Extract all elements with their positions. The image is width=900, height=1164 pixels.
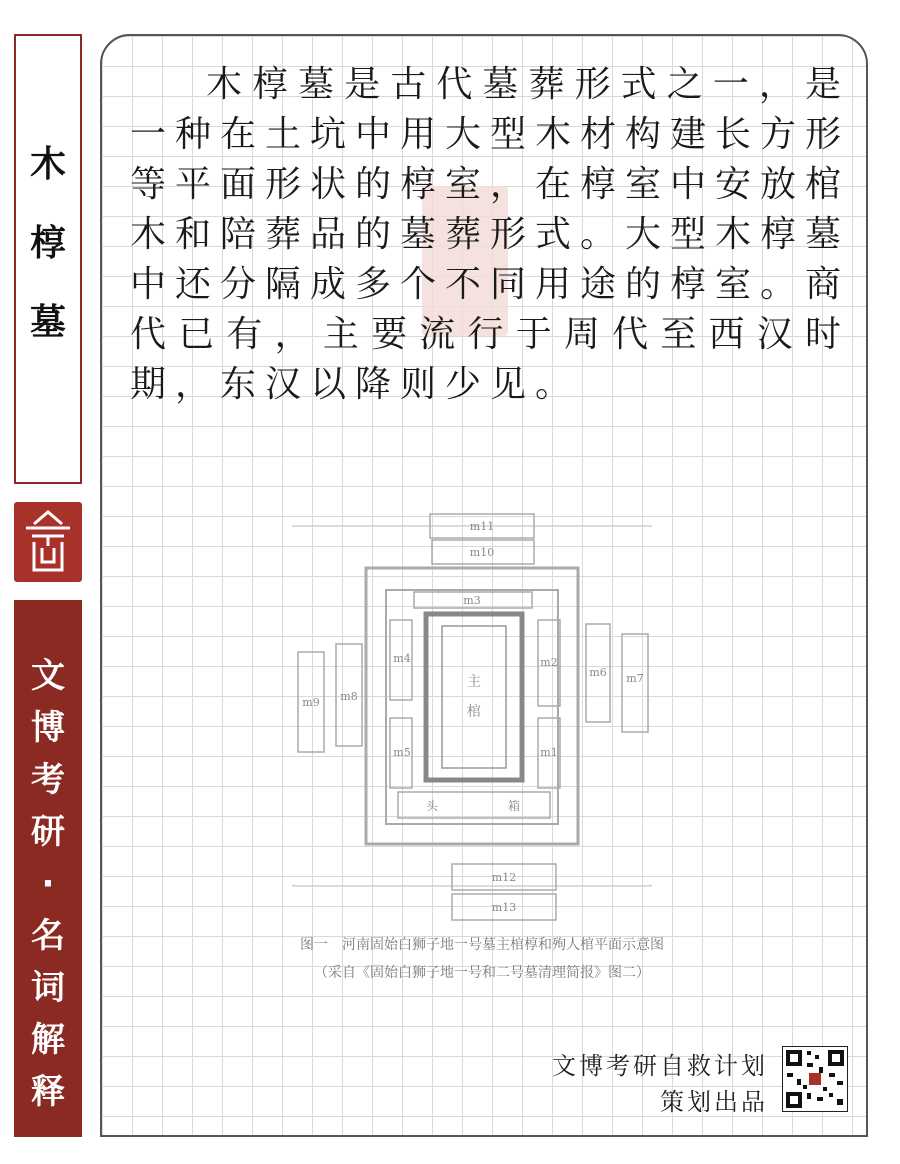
series-char: 词 [31,968,65,1008]
qr-code-graphic [783,1047,847,1111]
series-char: · [41,864,55,904]
qr-code-icon[interactable] [782,1046,848,1112]
head-box [398,792,550,818]
label-m4: m4 [393,652,411,665]
title-char: 墓 [29,302,66,343]
seal-logo-icon [14,502,82,582]
coffin-label-2: 棺 [467,704,481,720]
label-m13: m13 [491,901,517,914]
series-char: 研 [31,812,65,852]
label-m5: m5 [393,746,411,759]
series-char: 解 [31,1020,65,1060]
figure-source: （采自《固始白狮子地一号和二号墓清理简报》图二） [314,965,650,981]
series-char: 名 [31,916,65,956]
label-m12: m12 [491,871,517,884]
figure-caption: 图一 河南固始白狮子地一号墓主棺椁和殉人棺平面示意图 [300,937,664,953]
title-char: 椁 [29,223,66,264]
coffin-label-1: 主 [467,674,481,690]
series-char: 释 [31,1072,65,1112]
title-char: 木 [29,144,66,185]
seal-logo-graphic [14,502,82,582]
label-m11: m11 [469,520,495,533]
label-m10: m10 [469,546,495,559]
series-panel [14,600,82,1137]
head-box-label-1: 头 [425,799,439,813]
label-m7: m7 [626,672,644,685]
series-char: 文 [31,656,65,696]
definition-paragraph: 木椁墓是古代墓葬形式之一，是一种在土坑中用大型木材构建长方形等平面形状的椁室，在椁室中安放棺木和陪葬品的墓葬形式。大型木椁墓中还分隔成多个不同用途的椁室。商代已有，主要流行于周代至西汉时期，东汉以降则少见。 [130,64,851,405]
footer-line-2: 策划出品 [660,1088,768,1116]
label-m1: m1 [540,746,558,759]
title-panel [14,34,82,484]
main-coffin-inner [442,626,506,768]
series-char: 博 [31,708,65,748]
label-m8: m8 [340,690,358,703]
head-box-label-2: 箱 [507,799,521,813]
label-m3: m3 [463,594,481,607]
footer-line-1: 文博考研自救计划 [552,1052,768,1080]
tomb-plan-bottom [432,862,572,924]
main-coffin-outer [426,614,522,780]
title-chars [16,136,80,345]
series-char: 考 [31,760,65,800]
content-card [100,34,868,1137]
label-m2: m2 [540,656,558,669]
label-m6: m6 [589,666,607,679]
series-chars [14,652,82,1116]
label-m9: m9 [302,696,320,709]
